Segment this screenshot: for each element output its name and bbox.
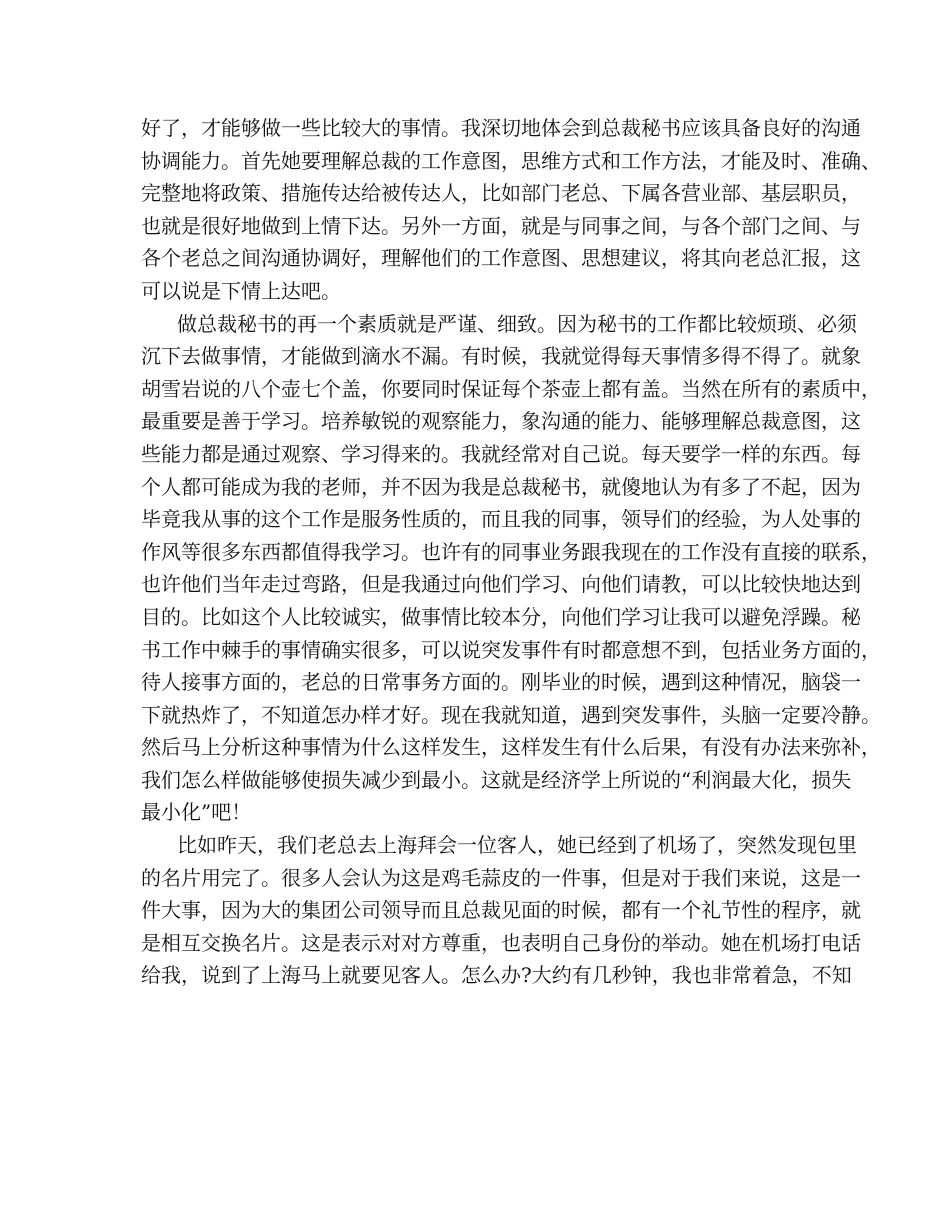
- text-line: 最重要是善于学习。培养敏锐的观察能力，象沟通的能力、能够理解总裁意图，这: [141, 409, 861, 434]
- text-line: 也就是很好地做到上情下达。另外一方面，就是与同事之间，与各个部门之间、与: [141, 213, 861, 238]
- text-line: 的名片用完了。很多人会认为这是鸡毛蒜皮的一件事，但是对于我们来说，这是一: [141, 865, 861, 890]
- text-line: 目的。比如这个人比较诚实，做事情比较本分，向他们学习让我可以避免浮躁。秘: [141, 604, 861, 629]
- text-line: 我们怎么样做能够使损失减少到最小。这就是经济学上所说的“利润最大化，损失: [141, 767, 852, 792]
- text-line: 给我，说到了上海马上就要见客人。怎么办?大约有几秒钟，我也非常着急，不知: [141, 963, 852, 988]
- text-line: 协调能力。首先她要理解总裁的工作意图，思维方式和工作方法，才能及时、准确、: [141, 148, 881, 173]
- text-line: 做总裁秘书的再一个素质就是严谨、细致。因为秘书的工作都比较烦琐、必须: [177, 311, 857, 336]
- document-body: [141, 112, 881, 992]
- text-line: 也许他们当年走过弯路，但是我通过向他们学习、向他们请教，可以比较快地达到: [141, 572, 861, 597]
- text-line: 些能力都是通过观察、学习得来的。我就经常对自己说。每天要学一样的东西。每: [141, 441, 861, 466]
- text-line: 各个老总之间沟通协调好，理解他们的工作意图、思想建议，将其向老总汇报，这: [141, 246, 861, 271]
- text-line: 书工作中棘手的事情确实很多，可以说突发事件有时都意想不到，包括业务方面的，: [141, 637, 881, 662]
- text-line: 是相互交换名片。这是表示对对方尊重，也表明自己身份的举动。她在机场打电话: [141, 930, 861, 955]
- text-line: 完整地将政策、措施传达给被传达人，比如部门老总、下属各营业部、基层职员，: [141, 181, 861, 206]
- text-line: 比如昨天，我们老总去上海拜会一位客人，她已经到了机场了，突然发现包里: [177, 833, 857, 858]
- text-line: 个人都可能成为我的老师，并不因为我是总裁秘书，就傻地认为有多了不起，因为: [141, 474, 861, 499]
- text-line: 可以说是下情上达吧。: [141, 278, 341, 303]
- text-line: 最小化”吧！: [141, 800, 252, 825]
- text-line: 毕竟我从事的这个工作是服务性质的，而且我的同事，领导们的经验，为人处事的: [141, 507, 861, 532]
- text-line: 作风等很多东西都值得我学习。也许有的同事业务跟我现在的工作没有直接的联系，: [141, 539, 881, 564]
- text-line: 然后马上分析这种事情为什么这样发生，这样发生有什么后果，有没有办法来弥补，: [141, 735, 881, 760]
- text-line: 好了，才能够做一些比较大的事情。我深切地体会到总裁秘书应该具备良好的沟通: [141, 116, 861, 140]
- text-line: 件大事，因为大的集团公司领导而且总裁见面的时候，都有一个礼节性的程序，就: [141, 898, 861, 923]
- text-line: 胡雪岩说的八个壶七个盖，你要同时保证每个茶壶上都有盖。当然在所有的素质中，: [141, 376, 881, 401]
- text-line: 沉下去做事情，才能做到滴水不漏。有时候，我就觉得每天事情多得不得了。就象: [141, 344, 861, 369]
- text-line: 下就热炸了，不知道怎办样才好。现在我就知道，遇到突发事件，头脑一定要冷静。: [141, 702, 881, 727]
- text-line: 待人接事方面的，老总的日常事务方面的。刚毕业的时候，遇到这种情况，脑袋一: [141, 670, 861, 695]
